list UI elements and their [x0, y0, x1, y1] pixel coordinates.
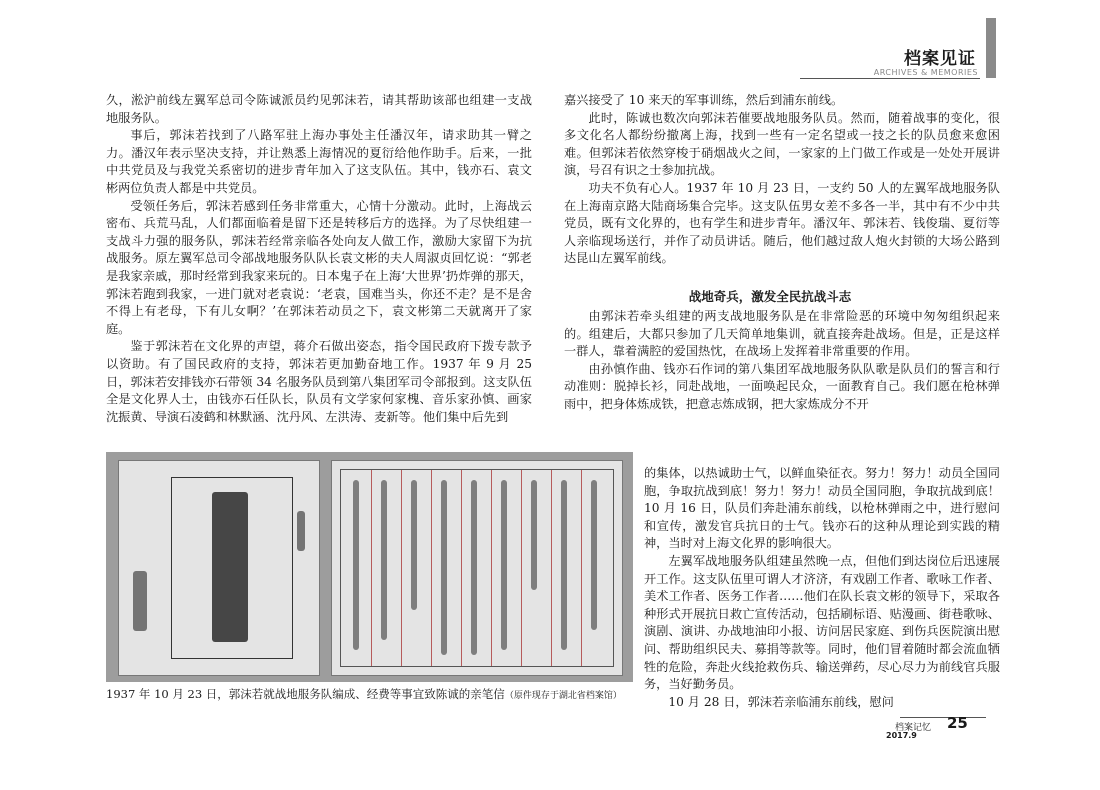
letter-photo	[106, 452, 633, 682]
paragraph: 功夫不负有心人。1937 年 10 月 23 日，一支约 50 人的左翼军战地服务队在上海南京路大陆商场集合完毕。这支队伍男女差不多各一半，其中有不少中共党员，既有文化界的，也有学生和进步青年。潘汉年、郭沫若、钱俊瑞、夏衍等人亲临现场送行，并作了动员讲话。随后，他们越过敌人炮火封锁的大场公路到达昆山左翼军前线。	[564, 180, 1000, 266]
calligraphy-stroke	[591, 480, 597, 630]
calligraphy-stroke	[471, 480, 477, 655]
caption-source-note: （原件现存于湖北省档案馆）	[504, 691, 622, 701]
paragraph: 久，淞沪前线左翼军总司令陈诚派员约见郭沫若，请其帮助该部也组建一支战地服务队。	[106, 93, 532, 125]
left-column	[106, 92, 532, 426]
calligraphy-stroke	[133, 571, 147, 631]
letter-page-image	[331, 460, 623, 676]
calligraphy-stroke	[531, 480, 537, 590]
paragraph: 嘉兴接受了 10 来天的军事训练，然后到浦东前线。	[564, 93, 844, 107]
letter-ruled-sheet	[340, 469, 614, 667]
paragraph: 的集体，以热诚助士气，以鲜血染征衣。努力！努力！动员全国同胞，争取抗战到底！努力！努力！动员全国同胞，争取抗战到底！10 月 16 日，队员们奔赴浦东前线，以枪林弹雨之中，进行慰问和宣传，激发官兵抗日的士气。钱亦石的这种从理论到实践的精神，当时对上海文化界的影响很大。	[644, 466, 1000, 551]
ruled-line	[371, 470, 372, 666]
column-subtitle: ARCHIVES & MEMORIES	[873, 68, 978, 77]
ruled-line	[581, 470, 582, 666]
calligraphy-stroke	[353, 480, 359, 650]
calligraphy-stroke	[411, 480, 417, 610]
caption-text: 1937 年 10 月 23 日，郭沫若就战地服务队编成、经费等事宜致陈诚的亲笔信	[106, 687, 505, 701]
paragraph: 左翼军战地服务队组建虽然晚一点，但他们到达岗位后迅速展开工作。这支队伍里可谓人才济济，有戏剧工作者、歌咏工作者、美术工作者、医务工作者……他们在队长袁文彬的领导下，采取各种形式开展抗日救亡宣传活动，包括刷标语、贴漫画、街巷歌咏、演剧、演讲、办战地油印小报、访问居民家庭、到伤兵医院演出慰问、帮助组织民夫、募捐等款等。同时，他们冒着随时都会流血牺牲的危险，奔赴火线抢救伤兵、输送弹药，尽心尽力为前线官兵服务，当好勤务员。	[644, 553, 1000, 692]
ruled-line	[551, 470, 552, 666]
calligraphy-stroke	[561, 480, 567, 650]
envelope-image	[118, 460, 320, 676]
paragraph: 由孙慎作曲、钱亦石作词的第八集团军战地服务队队歌是队员们的誓言和行动准则：脱掉长衫，同赴战地，一面唤起民众，一面教育自己。我们愿在枪林弹雨中，把身体炼成铁，把意志炼成钢，把大家炼成分不开	[564, 361, 1000, 411]
calligraphy-stroke	[501, 480, 507, 650]
figure-caption	[106, 686, 633, 705]
header-rule	[800, 78, 980, 79]
ruled-line	[491, 470, 492, 666]
column-title: 档案见证	[904, 49, 976, 69]
right-column-top	[564, 92, 1000, 268]
right-column-bottom	[644, 465, 1000, 711]
right-column-mid	[564, 308, 1000, 414]
calligraphy-stroke	[297, 511, 305, 551]
paragraph: 10 月 28 日，郭沫若亲临浦东前线，慰问	[668, 694, 894, 709]
section-heading: 战地奇兵，激发全民抗战斗志	[688, 289, 852, 304]
ruled-line	[521, 470, 522, 666]
paragraph: 事后，郭沫若找到了八路军驻上海办事处主任潘汉年，请求助其一臂之力。潘汉年表示坚决支持，并让熟悉上海情况的夏衍给他作助手。后来，一批中共党员及与我党关系密切的进步青年加入了这支队伍。其中，钱亦石、袁文彬两位负责人都是中共党员。	[106, 128, 532, 195]
paragraph: 受领任务后，郭沫若感到任务非常重大，心情十分激动。此时，上海战云密布、兵荒马乱，人们都面临着是留下还是转移后方的选择。为了尽快组建一支战斗力强的服务队，郭沫若经常亲临各处向友人做工作，激励大家留下为抗战服务。原左翼军总司令部战地服务队队长袁文彬的夫人周淑贞回忆说：“郭老是我家亲戚，那时经常到我家来玩的。日本鬼子在上海‘大世界’扔炸弹的那天，郭沫若跑到我家，一进门就对老袁说：‘老袁，国难当头，你还不走？是不是舍不得上有老母，下有儿女啊？’在郭沫若动员之下，袁文彬第二天就离开了家庭。	[106, 198, 532, 336]
page-number: 25	[947, 714, 968, 732]
paragraph: 此时，陈诚也数次向郭沫若催要战地服务队员。然而，随着战事的变化，很多文化名人都纷纷撤离上海，找到一些有一定名望或一技之长的队员愈来愈困难。但郭沫若依然穿梭于硝烟战火之间，一家家的上门做工作或是一处处开展讲演，号召有识之士参加抗战。	[564, 110, 1000, 178]
ruled-line	[461, 470, 462, 666]
ruled-line	[401, 470, 402, 666]
calligraphy-stroke	[212, 492, 248, 642]
ruled-line	[431, 470, 432, 666]
envelope-address-box	[171, 477, 293, 659]
calligraphy-stroke	[441, 480, 447, 655]
journal-name: 档案记忆	[895, 723, 932, 733]
footer-rule	[900, 717, 986, 718]
calligraphy-stroke	[381, 480, 387, 640]
header-side-bar	[986, 18, 996, 78]
paragraph: 由郭沫若牵头组建的两支战地服务队是在非常险恶的环境中匆匆组织起来的。组建后，大都只参加了几天简单地集训，就直接奔赴战场。但是，正是这样一群人，靠着满腔的爱国热忱，在战场上发挥着非常重要的作用。	[564, 309, 1000, 359]
paragraph: 鉴于郭沫若在文化界的声望，蒋介石做出姿态，指令国民政府下拨专款予以资助。有了国民政府的支持，郭沫若更加勤奋地工作。1937 年 9 月 25 日，郭沫若安排钱亦石带领 34 名服务队员到第八集团军司令部报到。这支队伍全是文化界人士，由钱亦石任队长，队员有文学家何家槐、音乐家孙慎、画家沈振黄、导演石凌鹤和林默涵、沈丹风、左洪涛、麦新等。他们集中后先到	[106, 339, 532, 424]
issue-date: 2017.9	[886, 731, 917, 740]
